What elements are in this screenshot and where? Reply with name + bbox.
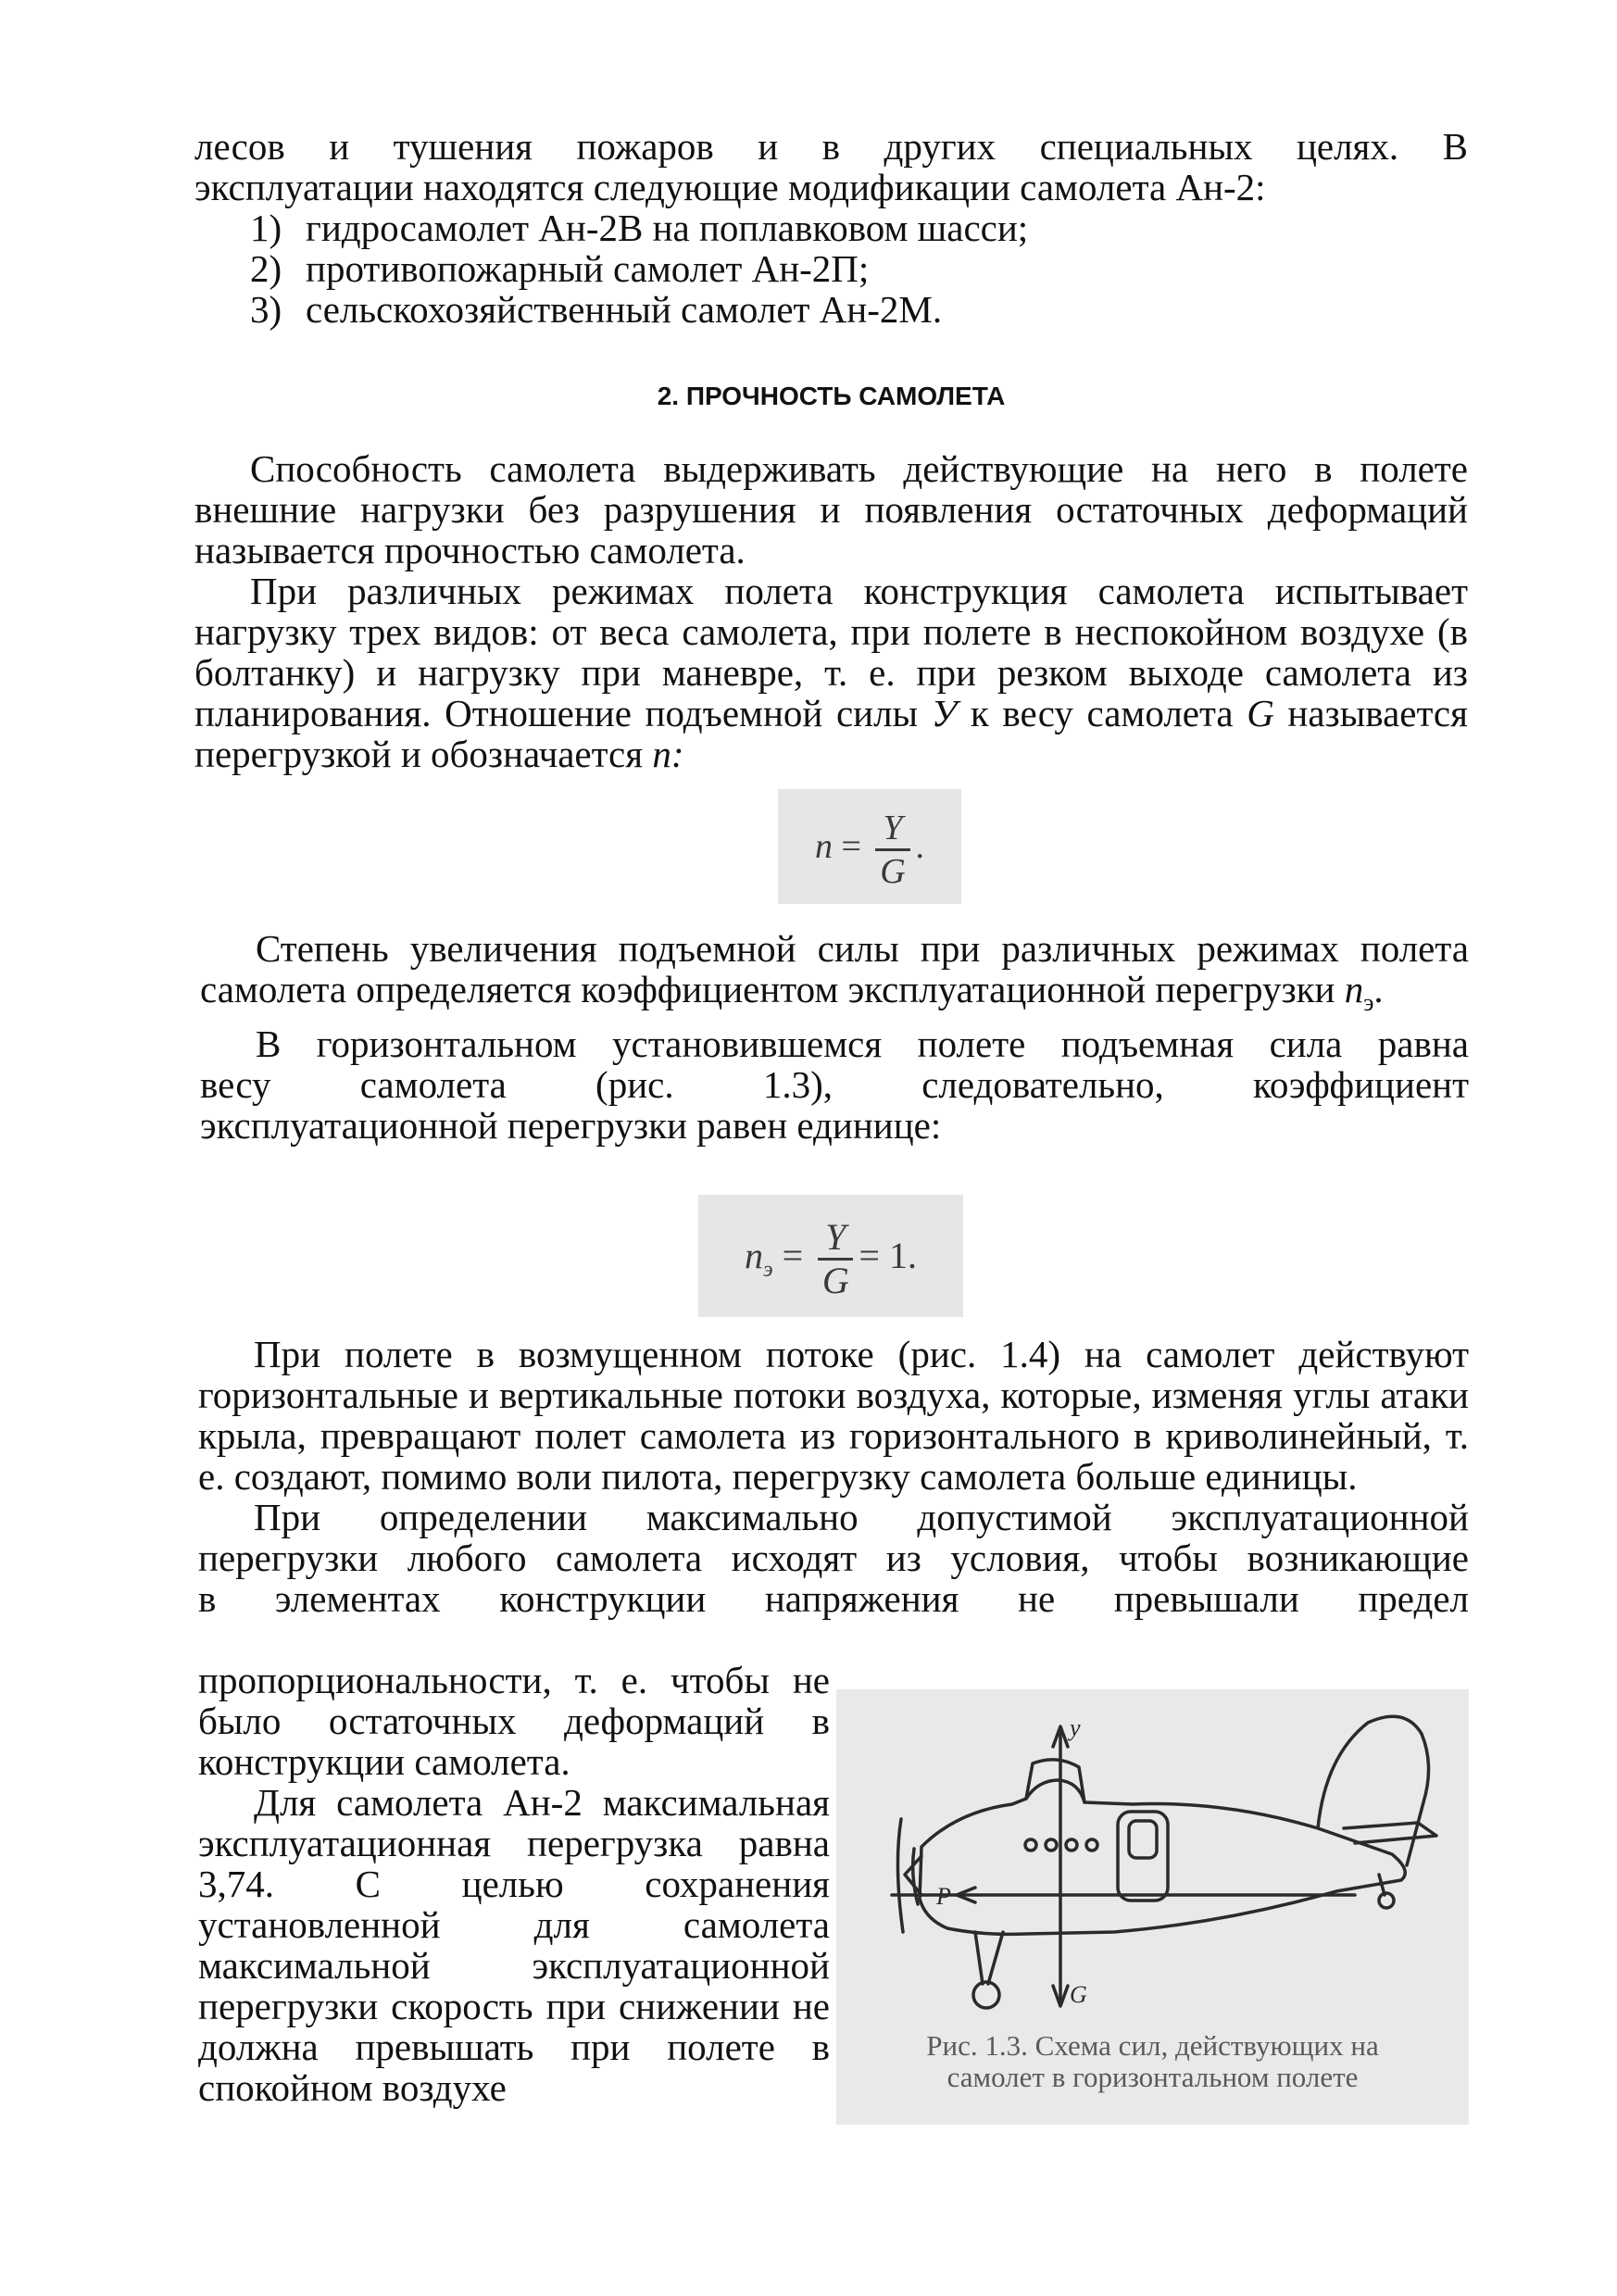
door-outline [1118, 1812, 1168, 1901]
main-wheel [973, 1982, 999, 2008]
main-gear-strut [975, 1932, 1003, 1984]
fraction: $\frac{Y}{G}$ [818, 1217, 853, 1301]
fuselage-outline [920, 1780, 1405, 1934]
horizontal-line-2: весу самолета (рис. 1.3), следовательно, коэффициент [200, 1063, 1469, 1107]
label-y: y [1070, 1714, 1081, 1741]
max-line-3: в элементах конструкции напряжения не превышали предел [198, 1577, 1469, 1620]
section-heading: 2. ПРОЧНОСТЬ САМОЛЕТА [657, 382, 1006, 410]
intro-paragraph [194, 126, 1468, 330]
figure-forces-diagram [836, 1689, 1469, 2125]
window [1046, 1839, 1057, 1851]
window [1025, 1839, 1036, 1851]
horizontal-line-3: эксплуатационной перегрузки равен единице: [200, 1104, 942, 1148]
max-rest-paragraph: пропорциональности, т. е. чтобы не было остаточных деформаций в конструкции самолета. [198, 1659, 830, 1783]
door-window [1129, 1821, 1157, 1858]
propeller [897, 1819, 918, 1932]
formula-level-flight: $n_э$ = $\frac{Y}{G}$ = 1. [698, 1195, 963, 1317]
intro-line-1: лесов и тушения пожаров и в других специальных целях. В [194, 125, 1468, 168]
intro-line-2: эксплуатации находятся следующие модификации самолета Ан-2: [194, 166, 1266, 208]
max-line-2: перегрузки любого самолета исходят из условия, чтобы возникающие [198, 1537, 1469, 1579]
figure-caption: Рис. 1.3. Схема сил, действующих на самолет в горизонтальном полете [926, 2029, 1379, 2093]
window [1086, 1839, 1097, 1851]
fraction: $\frac{Y}{G}$ [875, 808, 909, 892]
formula-overload: n = $\frac{Y}{G}$ . [778, 789, 961, 904]
tail-wheel [1379, 1893, 1394, 1908]
window [1066, 1839, 1077, 1851]
list-item: 1) гидросамолет Ан-2В на поплавковом шасси; [250, 207, 1029, 249]
label-p: P [936, 1883, 951, 1910]
strength-paragraph: Способность самолета выдерживать действующие на него в полете внешние нагрузки без разрушения и появления остаточных деформаций называется прочностью самолета. [194, 447, 1468, 571]
max-line-1: При определении максимально допустимой эксплуатационной [254, 1496, 1469, 1538]
an2-paragraph: Для самолета Ан-2 максимальная эксплуатационная перегрузка равна 3,74. С целью сохранения установленной для самолета максимальной эксплуатационной перегрузки скорость при снижении не должна превышать при полете в спокойном воздухе [198, 1781, 830, 2109]
label-g: G [1070, 1981, 1087, 2008]
horizontal-line-1: В горизонтальном установившемся полете подъемная сила равна [256, 1023, 1469, 1066]
list-item: 3) сельскохозяйственный самолет Ан-2М. [250, 288, 943, 331]
narrow-column [198, 1660, 830, 2108]
stabilizer [1344, 1823, 1436, 1843]
turbulence-section [198, 1334, 1469, 1619]
loads-paragraph: При различных режимах полета конструкция самолета испытывает нагрузку трех видов: от веса самолета, при полете в неспокойном воздухе (в болтанку) и нагрузку при маневре, т. е. при резком выходе самолета из планирования. Отношение подъемной силы У к весу самолета G называется перегрузкой и обозначается n: [194, 570, 1468, 775]
strength-section [194, 448, 1468, 774]
degree-section [200, 928, 1469, 1146]
list-item: 2) противопожарный самолет Ан-2П; [250, 247, 870, 290]
turbulent-paragraph: При полете в возмущенном потоке (рис. 1.4) на самолет действуют горизонтальные и вертикальные потоки воздуха, которые, изменяя углы атаки крыла, превращают полет самолета из горизонтального в криволинейный, т. е. создают, помимо воли пилота, перегрузку самолета больше единицы. [198, 1333, 1469, 1498]
degree-paragraph: Степень увеличения подъемной силы при различных режимах полета самолета определяется коэффициентом эксплуатационной перегрузки $n_э$. [200, 927, 1469, 1017]
